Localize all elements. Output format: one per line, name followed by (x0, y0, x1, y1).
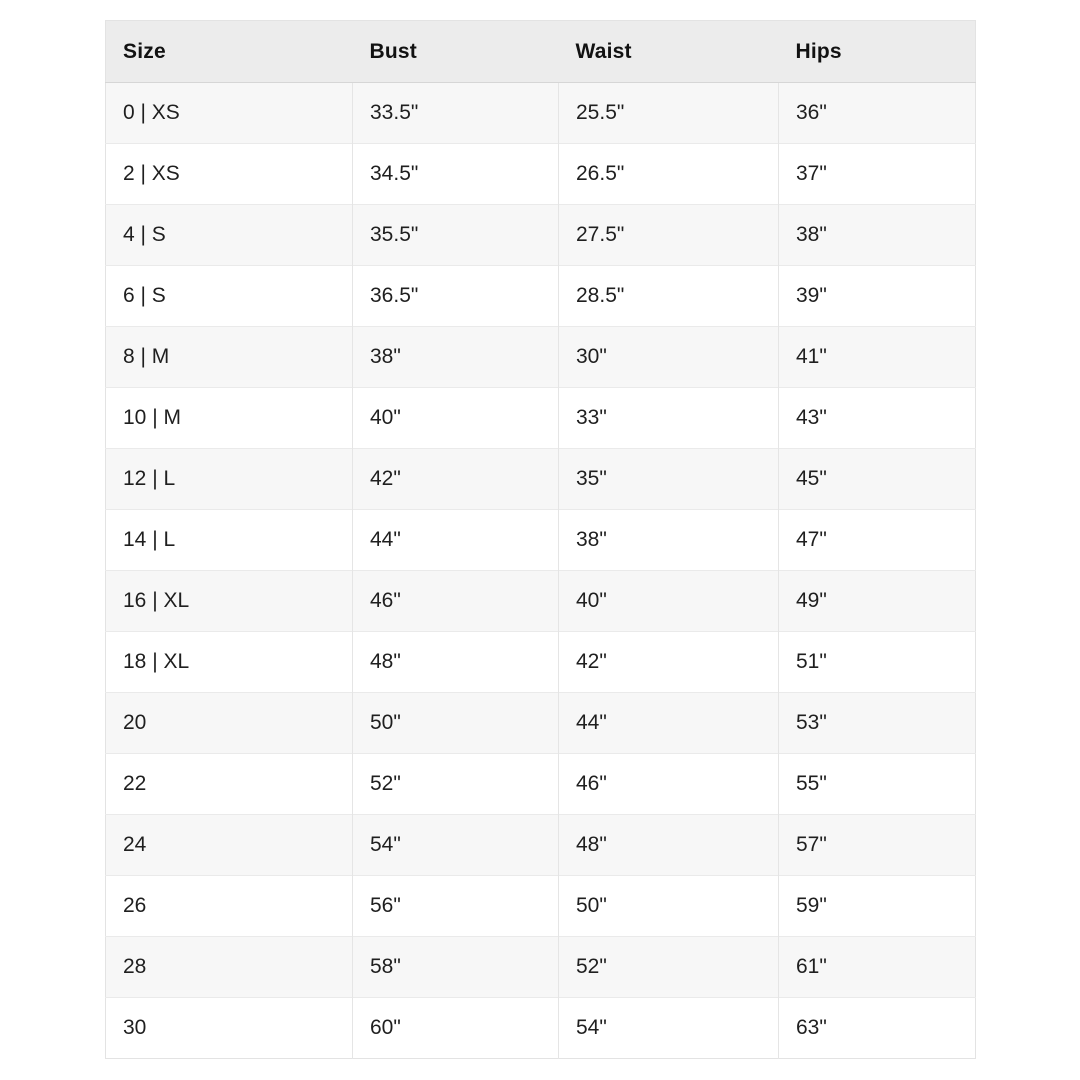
size-cell: 20 (106, 693, 353, 754)
bust-cell: 56" (353, 876, 559, 937)
size-cell: 4 | S (106, 205, 353, 266)
hips-cell: 36" (779, 83, 976, 144)
bust-cell: 60" (353, 998, 559, 1059)
column-header-waist: Waist (559, 21, 779, 83)
waist-cell: 40" (559, 571, 779, 632)
size-cell: 10 | M (106, 388, 353, 449)
hips-cell: 39" (779, 266, 976, 327)
table-row (106, 449, 976, 510)
hips-cell: 49" (779, 571, 976, 632)
bust-cell: 46" (353, 571, 559, 632)
table-row (106, 266, 976, 327)
size-cell: 8 | M (106, 327, 353, 388)
table-row (106, 754, 976, 815)
size-cell: 6 | S (106, 266, 353, 327)
waist-cell: 44" (559, 693, 779, 754)
table-row (106, 693, 976, 754)
hips-cell: 45" (779, 449, 976, 510)
table-row (106, 937, 976, 998)
hips-cell: 59" (779, 876, 976, 937)
size-cell: 2 | XS (106, 144, 353, 205)
table-row (106, 144, 976, 205)
waist-cell: 54" (559, 998, 779, 1059)
hips-cell: 47" (779, 510, 976, 571)
size-cell: 0 | XS (106, 83, 353, 144)
size-cell: 24 (106, 815, 353, 876)
waist-cell: 28.5" (559, 266, 779, 327)
table-body (106, 83, 976, 1059)
waist-cell: 35" (559, 449, 779, 510)
table-row (106, 83, 976, 144)
bust-cell: 33.5" (353, 83, 559, 144)
size-cell: 26 (106, 876, 353, 937)
table-row (106, 632, 976, 693)
bust-cell: 35.5" (353, 205, 559, 266)
table-row (106, 876, 976, 937)
waist-cell: 27.5" (559, 205, 779, 266)
bust-cell: 42" (353, 449, 559, 510)
waist-cell: 33" (559, 388, 779, 449)
waist-cell: 48" (559, 815, 779, 876)
bust-cell: 38" (353, 327, 559, 388)
size-cell: 12 | L (106, 449, 353, 510)
column-header-hips: Hips (779, 21, 976, 83)
waist-cell: 26.5" (559, 144, 779, 205)
size-cell: 28 (106, 937, 353, 998)
table-row (106, 510, 976, 571)
size-cell: 16 | XL (106, 571, 353, 632)
bust-cell: 48" (353, 632, 559, 693)
bust-cell: 34.5" (353, 144, 559, 205)
bust-cell: 40" (353, 388, 559, 449)
waist-cell: 38" (559, 510, 779, 571)
bust-cell: 52" (353, 754, 559, 815)
column-header-size: Size (106, 21, 353, 83)
size-cell: 30 (106, 998, 353, 1059)
hips-cell: 61" (779, 937, 976, 998)
table-header (106, 21, 976, 83)
size-cell: 18 | XL (106, 632, 353, 693)
table-row (106, 571, 976, 632)
table-row (106, 388, 976, 449)
column-header-bust: Bust (353, 21, 559, 83)
waist-cell: 25.5" (559, 83, 779, 144)
waist-cell: 42" (559, 632, 779, 693)
table-row (106, 815, 976, 876)
hips-cell: 37" (779, 144, 976, 205)
hips-cell: 63" (779, 998, 976, 1059)
hips-cell: 51" (779, 632, 976, 693)
size-cell: 22 (106, 754, 353, 815)
bust-cell: 36.5" (353, 266, 559, 327)
bust-cell: 50" (353, 693, 559, 754)
table-row (106, 998, 976, 1059)
table-row (106, 327, 976, 388)
hips-cell: 41" (779, 327, 976, 388)
header-row (106, 21, 976, 83)
hips-cell: 38" (779, 205, 976, 266)
hips-cell: 57" (779, 815, 976, 876)
size-cell: 14 | L (106, 510, 353, 571)
waist-cell: 46" (559, 754, 779, 815)
table-row (106, 205, 976, 266)
hips-cell: 55" (779, 754, 976, 815)
size-chart-table (105, 20, 976, 1059)
waist-cell: 52" (559, 937, 779, 998)
hips-cell: 53" (779, 693, 976, 754)
hips-cell: 43" (779, 388, 976, 449)
bust-cell: 54" (353, 815, 559, 876)
bust-cell: 58" (353, 937, 559, 998)
bust-cell: 44" (353, 510, 559, 571)
waist-cell: 30" (559, 327, 779, 388)
waist-cell: 50" (559, 876, 779, 937)
